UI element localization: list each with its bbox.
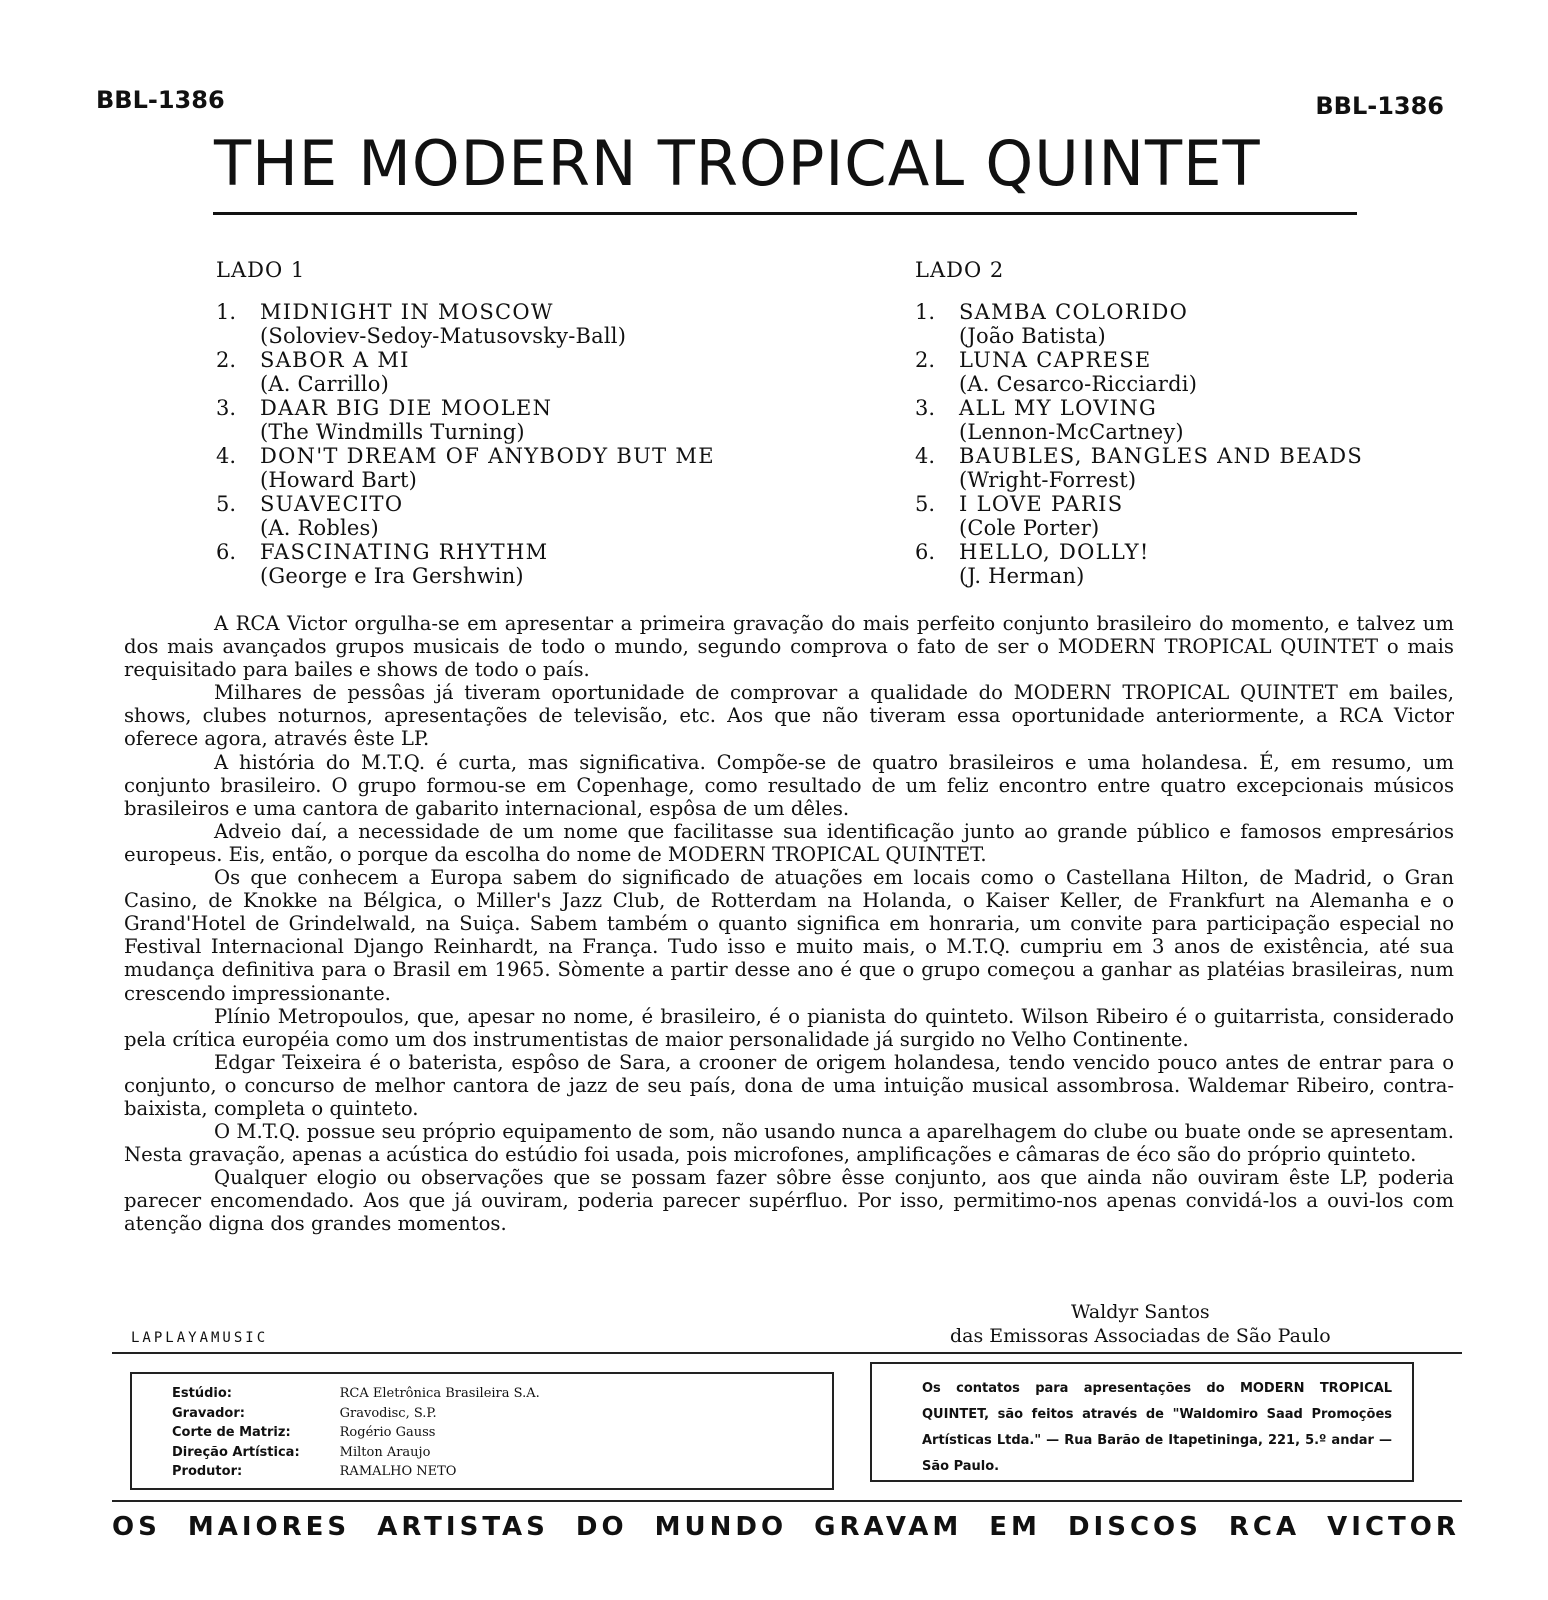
track-item — [216, 492, 715, 540]
track-composer: (A. Cesarco-Ricciardi) — [959, 372, 1198, 396]
track-title: DON'T DREAM OF ANYBODY BUT ME — [260, 444, 715, 468]
track-title: LUNA CAPRESE — [959, 348, 1152, 372]
track-composer: (A. Carrillo) — [260, 372, 389, 396]
catalog-number-right: BBL-1386 — [1315, 92, 1444, 120]
track-number: 6. — [915, 540, 936, 564]
side-2-heading: LADO 2 — [915, 258, 1005, 282]
side-1-tracklist — [216, 258, 715, 588]
catalog-number-left: BBL-1386 — [96, 86, 225, 114]
track-number: 2. — [915, 348, 936, 372]
track-composer: (Howard Bart) — [260, 468, 418, 492]
liner-paragraph: Adveio daí, a necessidade de um nome que facilitasse sua identificação junto ao grande público e famosos empresários europeus. Eis, então, o porque da escolha do nome de MODERN TROPICAL QUINTET. — [124, 819, 1454, 866]
track-number: 5. — [216, 492, 237, 516]
credit-value: RCA Eletrônica Brasileira S.A. — [339, 1386, 540, 1401]
track-item — [216, 348, 715, 396]
track-number: 5. — [915, 492, 936, 516]
track-title: BAUBLES, BANGLES AND BEADS — [959, 444, 1364, 468]
credit-value: RAMALHO NETO — [339, 1464, 457, 1480]
track-item — [216, 540, 715, 588]
track-number: 6. — [216, 540, 237, 564]
track-composer: (Lennon-McCartney) — [959, 420, 1184, 444]
credit-row — [172, 1443, 540, 1463]
credit-row — [172, 1423, 540, 1443]
track-item — [915, 348, 1363, 396]
track-title: SAMBA COLORIDO — [959, 300, 1189, 324]
track-title: ALL MY LOVING — [959, 396, 1158, 420]
liner-notes — [124, 612, 1454, 1236]
liner-paragraph: A história do M.T.Q. é curta, mas significativa. Compõe-se de quatro brasileiros e uma holandesa. É, em resumo, um conjunto brasileiro. O grupo formou-se em Copenhage, como resultado de um feliz encontro entre quatro excepcionais músicos brasileiros e uma cantora de gabarito internacional, espôsa de um dêles. — [124, 750, 1454, 820]
track-composer: (Soloviev-Sedoy-Matusovsky-Ball) — [260, 324, 627, 348]
booking-contacts-box — [870, 1362, 1414, 1482]
track-title: HELLO, DOLLY! — [959, 540, 1150, 564]
credits-table — [172, 1384, 540, 1482]
liner-paragraph: O M.T.Q. possue seu próprio equipamento de som, não usando nunca a aparelhagem do clube ou buate onde se apresentam. Nesta gravação, apenas a acústica do estúdio foi usada, pois microfones, amplificações e câmaras de éco são do próprio quinteto. — [124, 1120, 1454, 1167]
side-1-heading: LADO 1 — [216, 258, 306, 282]
credit-row — [172, 1384, 540, 1404]
divider-bottom — [112, 1500, 1462, 1502]
track-composer: (Wright-Forrest) — [959, 468, 1137, 492]
album-title: THE MODERN TROPICAL QUINTET — [214, 127, 1261, 200]
track-item — [915, 444, 1363, 492]
track-title: SABOR A MI — [260, 348, 410, 372]
track-composer: (The Windmills Turning) — [260, 420, 525, 444]
credit-value: Milton Araujo — [339, 1444, 431, 1460]
track-item — [915, 540, 1363, 588]
track-composer: (Cole Porter) — [959, 516, 1100, 540]
credit-value: Gravodisc, S.P. — [339, 1405, 437, 1421]
track-number: 2. — [216, 348, 237, 372]
track-item — [216, 444, 715, 492]
track-item — [915, 300, 1363, 348]
credit-label: Direção Artística: — [172, 1444, 300, 1460]
track-title: DAAR BIG DIE MOOLEN — [260, 396, 553, 420]
liner-paragraph: Edgar Teixeira é o baterista, espôso de Sara, a crooner de origem holandesa, tendo vencido pouco antes de entrar para o conjunto, o concurso de melhor cantora de jazz de seu país, dona de uma intuição musical assombrosa. Waldemar Ribeiro, contra-baixista, completa o quinteto. — [124, 1050, 1454, 1120]
watermark: LAPLAYAMUSIC — [131, 1330, 269, 1346]
track-composer: (João Batista) — [959, 324, 1106, 348]
signature-name: Waldyr Santos — [1070, 1301, 1210, 1323]
production-credits-box — [130, 1372, 834, 1490]
credit-label: Produtor: — [172, 1464, 243, 1480]
track-number: 4. — [915, 444, 936, 468]
credit-label: Gravador: — [172, 1405, 245, 1421]
credit-row — [172, 1462, 540, 1482]
track-number: 1. — [216, 300, 237, 324]
credit-value: Rogério Gauss — [339, 1425, 436, 1441]
track-number: 4. — [216, 444, 237, 468]
side-2-tracklist — [915, 258, 1363, 588]
track-number: 3. — [915, 396, 936, 420]
track-composer: (J. Herman) — [959, 564, 1085, 588]
credit-row — [172, 1404, 540, 1424]
track-title: SUAVECITO — [260, 492, 404, 516]
track-item — [915, 396, 1363, 444]
track-composer: (A. Robles) — [260, 516, 379, 540]
track-title: FASCINATING RHYTHM — [260, 540, 549, 564]
track-item — [216, 396, 715, 444]
track-title: MIDNIGHT IN MOSCOW — [260, 300, 554, 324]
credit-label: Corte de Matriz: — [172, 1425, 291, 1441]
track-title: I LOVE PARIS — [959, 492, 1124, 516]
signature — [950, 1300, 1331, 1348]
track-composer: (George e Ira Gershwin) — [260, 564, 524, 588]
title-underline — [213, 212, 1357, 215]
liner-paragraph: Qualquer elogio ou observações que se possam fazer sôbre êsse conjunto, aos que ainda não ouviram êste LP, poderia parecer encomendado. Aos que já ouviram, poderia parecer supérfluo. Por isso, permitimo-nos apenas convidá-los a ouvi-los com atenção digna dos grandes momentos. — [124, 1166, 1454, 1236]
liner-paragraph: A RCA Victor orgulha-se em apresentar a primeira gravação do mais perfeito conjunto brasileiro do momento, e talvez um dos mais avançados grupos musicais de todo o mundo, segundo comprova o fato de ser o MODERN TROPICAL QUINTET o mais requisitado para bailes e shows de todo o país. — [124, 612, 1454, 682]
booking-contacts-text: Os contatos para apresentações do MODERN TROPICAL QUINTET, são feitos através de "Waldomiro Saad Promoções Artísticas Ltda." — Rua Barão de Itapetininga, 221, 5.º andar — São Paulo. — [922, 1381, 1392, 1474]
credit-label: Estúdio: — [172, 1386, 232, 1401]
track-number: 1. — [915, 300, 936, 324]
liner-paragraph: Plínio Metropoulos, que, apesar no nome, é brasileiro, é o pianista do quinteto. Wilson Ribeiro é o guitarrista, considerado pela crítica européia como um dos instrumentistas de maior personalidade já surgido no Velho Continente. — [124, 1004, 1454, 1051]
track-item — [216, 300, 715, 348]
liner-paragraph: Milhares de pessôas já tiveram oportunidade de comprovar a qualidade do MODERN TROPICAL QUINTET em bailes, shows, clubes noturnos, apresentações de televisão, etc. Aos que não tiveram essa oportunidade anteriormente, a RCA Victor oferece agora, através êste LP. — [124, 681, 1454, 751]
track-item — [915, 492, 1363, 540]
divider-top — [112, 1352, 1462, 1354]
track-number: 3. — [216, 396, 237, 420]
signature-affiliation: das Emissoras Associadas de São Paulo — [950, 1325, 1331, 1347]
footer-slogan: OS MAIORES ARTISTAS DO MUNDO GRAVAM EM DISCOS RCA VICTOR — [112, 1512, 1460, 1542]
liner-paragraph: Os que conhecem a Europa sabem do significado de atuações em locais como o Castellana Hilton, de Madrid, o Gran Casino, de Knokke na Bélgica, o Miller's Jazz Club, de Rotterdam na Holanda, o Kaiser Keller, de Frankfurt na Alemanha e o Grand'Hotel de Grindelwald, na Suiça. Sabem também o quanto significa em honraria, um convite para participação especial no Festival Internacional Django Reinhardt, na França. Tudo isso e muito mais, o M.T.Q. cumpriu em 3 anos de existência, até sua mudança definitiva para o Brasil em 1965. Sòmente a partir desse ano é que o grupo começou a ganhar as platéias brasileiras, num crescendo impressionante. — [124, 866, 1454, 1005]
